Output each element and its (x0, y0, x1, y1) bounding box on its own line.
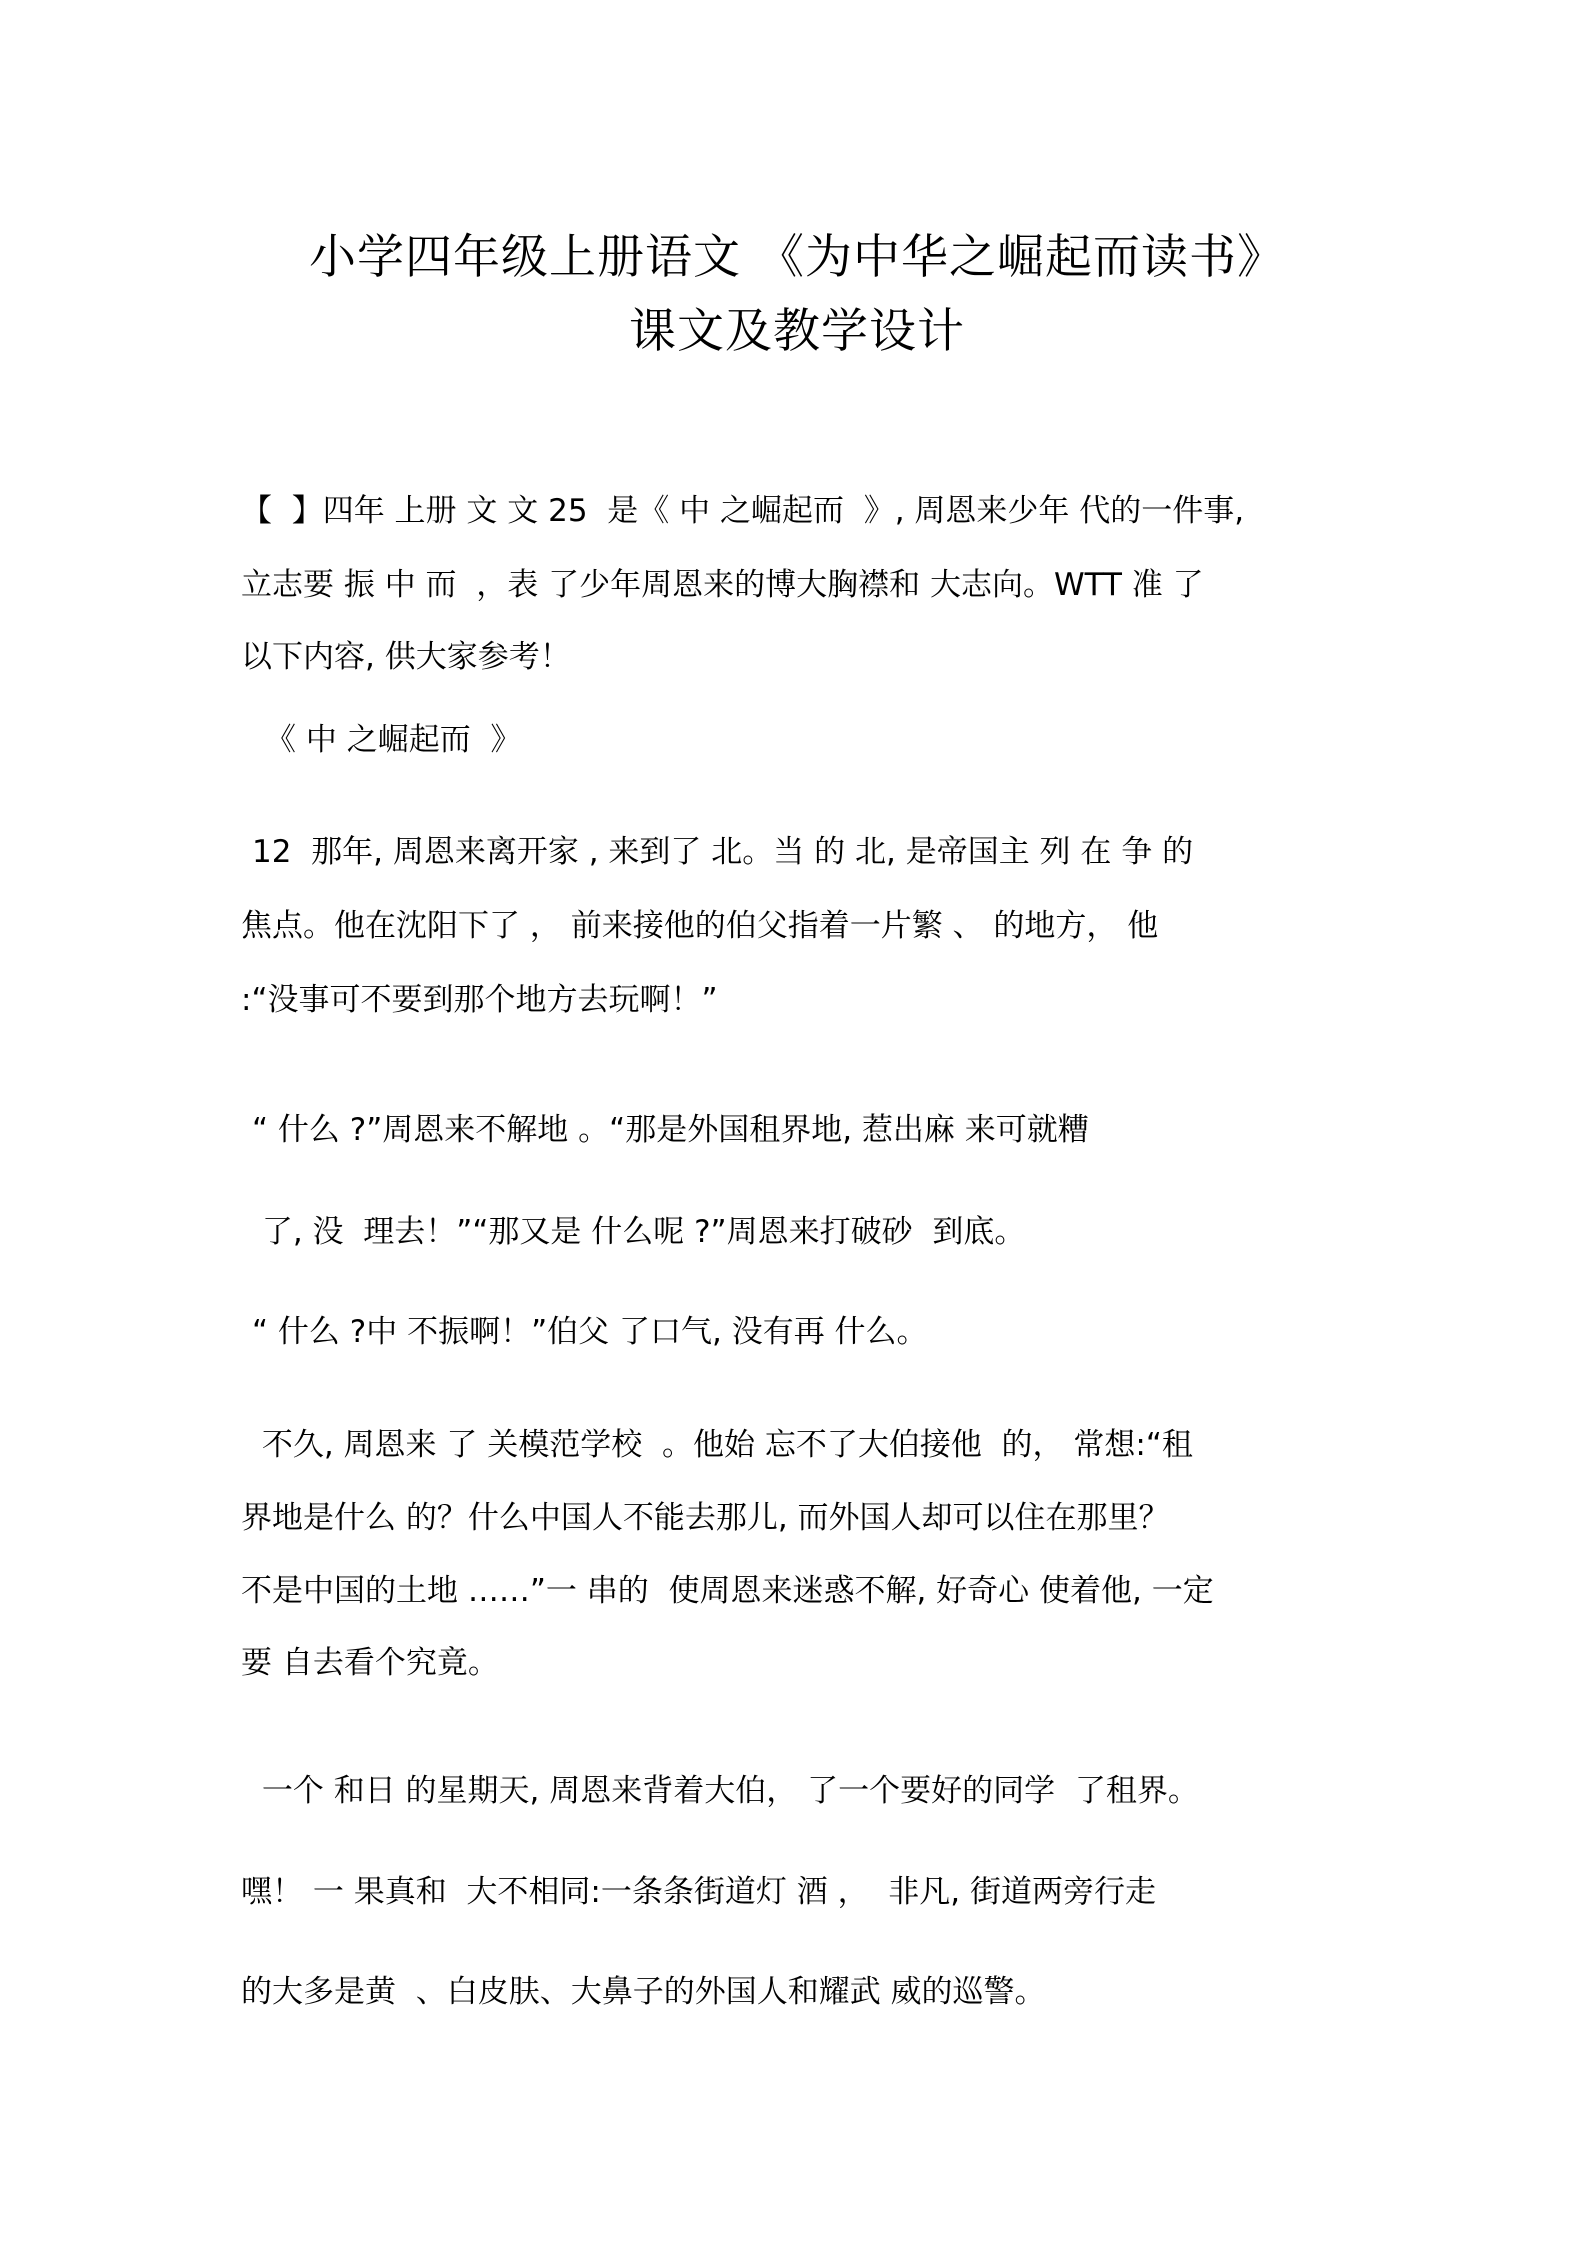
intro-line-2: 立志要 振 中 而 ，表 了少年周恩来的博大胸襟和 大志向。WTT 准 了 (241, 567, 1204, 603)
para2-line-1: “ 什么 ?”周恩来不解地 。“那是外国租界地, 惹出麻 来可就糟 (252, 1112, 1089, 1148)
para2-line-3: “ 什么 ?中 不振啊！”伯父 了口气, 没有再 什么。 (252, 1314, 928, 1350)
para1-line-1: 12 那年, 周恩来离开家 , 来到了 北。当 的 北, 是帝国主 列 在 争 的 (252, 834, 1194, 870)
para3-line-2: 界地是什么 的？什么中国人不能去那儿, 而外国人却可以住在那里？ (241, 1500, 1170, 1536)
document-title-line-1: 小学四年级上册语文 《为中华之崛起而读书》 (309, 230, 1285, 285)
para3-line-1: 不久, 周恩来 了 关模范学校 。他始 忘不了大伯接他 的， 常想:“租 (252, 1427, 1193, 1463)
para1-line-3: :“没事可不要到那个地方去玩啊！” (241, 982, 718, 1018)
intro-line-3: 以下内容, 供大家参考！ (241, 639, 571, 675)
para3-line-3: 不是中国的土地 ……”一 串的 使周恩来迷惑不解, 好奇心 使着他, 一定 (241, 1573, 1214, 1609)
para4-line-1: 一个 和日 的星期天, 周恩来背着大伯， 了一个要好的同学 了租界。 (252, 1773, 1199, 1809)
para1-line-2: 焦点。他在沈阳下了 ， 前来接他的伯父指着一片繁 、 的地方， 他 (241, 908, 1159, 944)
para3-line-4: 要 自去看个究竟。 (241, 1645, 499, 1681)
document-title-line-2: 课文及教学设计 (629, 304, 965, 359)
lesson-subtitle: 《 中 之崛起而 》 (265, 722, 522, 758)
intro-line-1: 【 】四年 上册 文 文 25 是《 中 之崛起而 》, 周恩来少年 代的一件事, (241, 493, 1245, 529)
para4-line-2: 嘿！ 一 果真和 大不相同:一条条街道灯 酒 ， 非凡, 街道两旁行走 (241, 1874, 1156, 1910)
para2-line-2: 了, 没 理去！”“那又是 什么呢 ?”周恩来打破砂 到底。 (252, 1214, 1026, 1250)
para4-line-3: 的大多是黄 、白皮肤、大鼻子的外国人和耀武 威的巡警。 (241, 1974, 1046, 2010)
